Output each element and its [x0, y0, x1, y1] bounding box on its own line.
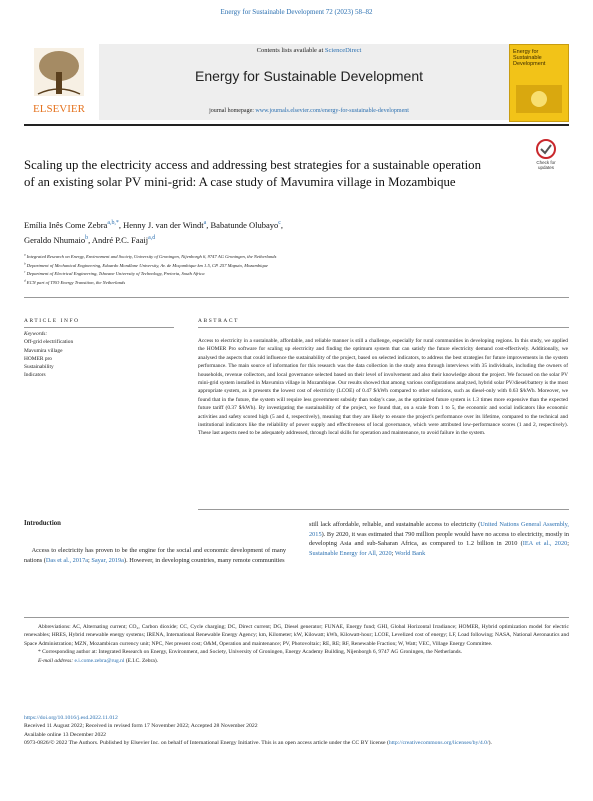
- keyword-item: Sustainability: [24, 364, 54, 371]
- footnotes: [24, 623, 569, 665]
- svg-text:updates: updates: [537, 165, 555, 170]
- citation-link[interactable]: World Bank: [394, 549, 426, 557]
- journal-cover-thumbnail[interactable]: [509, 44, 569, 122]
- author-name[interactable]: Geraldo Nhumaio: [24, 235, 86, 245]
- footnote-divider: [24, 617, 569, 618]
- keyword-item: Mavumira village: [24, 347, 63, 354]
- keywords-block: [24, 330, 174, 380]
- license-link[interactable]: http://creativecommons.org/licenses/by/4.0/: [388, 739, 489, 746]
- received-dates: Received 11 August 2022; Received in revised form 17 November 2022; Accepted 28 November 2022: [24, 723, 258, 730]
- online-date: Available online 13 December 2022: [24, 731, 107, 738]
- citation-link[interactable]: Das et al., 2017a: [45, 556, 89, 564]
- affiliation-item: $^a$ Integrated Research on Energy, Environment and Society, University of Groningen, Nijenborgh 6, 9747 AG Groningen, the Netherlands: [24, 252, 277, 259]
- abstract-text: Access to electricity in a sustainable, affordable, and reliable manner is still a challenge, especially for rural communities in developing regions. In this study, we applied the HOMER Pro software for scaling up electricity and finding the optimum system that can satisfy the future electricity demand cost-effectively. Additionally, we analysed the aspects that could influence the sustainability of the project, based on selected indicators, to address the best strategies for future improvements in the system performance. The main source of information for this research was the data collection in the study area through interviews with 35 individuals, including the owners of households, revenue collectors, and local governance selected based on their level of involvement and also their knowledge about the project. We focused on the solar PV mini-grid system installed in Mavumira village in Mozambique. Our results showed that among various configurations analyzed, hybrid solar PV/diesel/battery is the most appropriate system, as it presents the lowest cost of electricity (LCOE) of 0.47 $/kWh compared to other solutions, such as diesel-only with 0.63 $/kWh. Moreover, we found that in the future, the system will require less government subsidy than today's case, as the optimized future system is 1.3 times more expensive than the expected future tariff (0.37 $/kWh). By investigating the sustainability of the project, we found that, on a scale from 1 to 5, the economic and social indicators like economic activities and safety scored high (5 and 4, respectively), meaning that they are likely to ensure the project's performance over its lifetime, compared to the technical and institutional indicators like the reliability of power supply and effectiveness of local governance, which were attributed low-performance scores (1 and 2, respectively). These last aspects need to be adequately addressed, through local skills for operation and maintenance, to avoid failure in the system.: [198, 338, 568, 437]
- doi-link[interactable]: https://doi.org/10.1016/j.esd.2022.11.012: [24, 715, 118, 721]
- abstract-rule: [198, 327, 569, 328]
- affiliation-item: $^d$ ECN part of TNO Energy Transition, the Netherlands: [24, 278, 126, 285]
- article-title: Scaling up the electricity access and addressing best strategies for a sustainable operation of an existing solar PV mini-grid: A case study of Mavumira village in Mozambique: [24, 158, 481, 189]
- elsevier-tree-icon: [24, 44, 94, 118]
- journal-citation[interactable]: Energy for Sustainable Development 72 (2023) 58–82: [220, 8, 373, 16]
- introduction-left-column: Access to electricity has proven to be the engine for the social and economic development of many nations (Das et al., 2017a; Sayar, 2019a). However, in developing countries, many remote communities: [24, 547, 287, 564]
- article-info-rule: [24, 327, 174, 328]
- email-link[interactable]: e.i.come.zebra@rug.nl: [74, 657, 125, 664]
- masthead: [24, 40, 569, 122]
- elsevier-logo[interactable]: [24, 44, 94, 118]
- keyword-item: Off-grid electrification: [24, 339, 74, 346]
- author-affiliation-mark[interactable]: b: [85, 235, 89, 242]
- keyword-item: Indicators: [24, 372, 46, 379]
- abstract-end-rule: [198, 509, 569, 510]
- article-info-heading: ARTICLE INFO: [24, 318, 80, 324]
- keyword-item: HOMER pro: [24, 355, 53, 362]
- author-affiliation-mark[interactable]: a,d: [148, 235, 156, 242]
- svg-text:Check for: Check for: [536, 160, 556, 165]
- citation-link[interactable]: Sustainable Energy for All, 2020: [309, 549, 392, 557]
- email-footnote: E-mail address: e.i.come.zebra@rug.nl (E.I.C. Zebra).: [38, 657, 159, 664]
- author-affiliation-mark[interactable]: c: [278, 220, 281, 227]
- journal-title: Energy for Sustainable Development: [194, 68, 424, 84]
- license-statement: 0973-0826/© 2022 The Authors. Published by Elsevier Inc. on behalf of International Energy Initiative. This is an open access article under the CC BY license (http://creativecommons.org/licenses/by/4.0/).: [24, 739, 492, 746]
- elsevier-wordmark: ELSEVIER: [33, 103, 85, 115]
- sciencedirect-link[interactable]: ScienceDirect: [324, 47, 362, 54]
- corresponding-author-footnote: * Corresponding author at: Integrated Research on Energy, Environment, and Society, University of Groningen, Energy Academy Building, Nijenborgh 6, 9747 AG Groningen, the Netherlands.: [38, 649, 463, 656]
- citation-link[interactable]: IEA et al., 2020: [522, 540, 568, 547]
- author-name[interactable]: Henny J. van der Windt: [123, 220, 204, 230]
- affiliation-divider: [24, 297, 569, 298]
- check-for-updates-badge[interactable]: [532, 138, 560, 172]
- citation-link[interactable]: United Nations General Assembly, 2015: [309, 521, 569, 538]
- author-name[interactable]: Babatunde Olubayo: [210, 220, 279, 230]
- keywords-label: Keywords:: [24, 331, 48, 337]
- cover-title: Energy for Sustainable Development: [513, 49, 546, 67]
- contents-line: Contents lists available at ScienceDirect: [256, 47, 362, 54]
- publication-info: [24, 714, 569, 747]
- affiliation-item: $^b$ Department of Mechanical Engineering, Eduardo Mondlane University, Av. de Moçambique km 1.5, CP. 257 Maputo, Mozambique: [24, 261, 268, 268]
- author-name[interactable]: Emília Inês Come Zebra: [24, 220, 108, 230]
- cover-art-icon: [510, 45, 568, 121]
- affiliation-list: [24, 253, 564, 287]
- check-updates-icon: [532, 138, 560, 172]
- affiliation-item: $^c$ Department of Electrical Engineering, Tshwane University of Technology, Pretoria, South Africa: [24, 269, 205, 277]
- abstract-heading: ABSTRACT: [198, 318, 239, 324]
- homepage-link[interactable]: www.journals.elsevier.com/energy-for-sustainable-development: [255, 108, 409, 114]
- introduction-right-column: still lack affordable, reliable, and sustainable access to electricity (United Nations General Assembly, 2015). By 2020, it was estimated that 790 million people would have no access to electricity, mostly in developing Asia and sub-Saharan Africa, as compared to 1.2 billion in 2010 (IEA et al., 2020; Sustainable Energy for All, 2020; World Bank: [309, 521, 569, 557]
- author-affiliation-mark[interactable]: a: [203, 220, 207, 227]
- introduction-heading: Introduction: [24, 520, 61, 527]
- author-name[interactable]: André P.C. Faaij: [91, 235, 149, 245]
- citation-link[interactable]: Sayar, 2019a: [91, 556, 124, 564]
- masthead-divider: [24, 124, 569, 126]
- abbreviations-footnote: Abbreviations: AC, Alternating current; CO₂, Carbon dioxide; CC, Cycle charging; DC, Direct current; DG, Diesel generator; FUNAE, Energy fund; GHI, Global Horizontal Irradiance; HOMER, Hybrid optimization model for electric renewables; HRES, Hybrid renewable energy systems; IRENA, International Renewable Energy Agency; km, Kilometer; kW, Kilowatt; kWh, Kilowatt-hour; LCOE, Levelized cost of energy; LF, Load following; NASA, National Aeronautics and Space Administration; MZN, Mozambican currency unit; NPC, Net present cost; O&M, Operation and maintenance; PV, Photovoltaic; RE, RE; RF, Renewable Fraction; W, Watt; VEC, Village Energy Committee.: [24, 624, 569, 647]
- author-list: Emília Inês Come Zebra$^{a,b,*}$, Henny J. van der Windt$^a$, Babatunde Olubayo$^c$, Geraldo Nhumaio$^b$, André P.C. Faaij$^{a,d}$: [24, 220, 284, 245]
- author-affiliation-mark[interactable]: a,b,*: [107, 220, 119, 227]
- journal-homepage: journal homepage: www.journals.elsevier.com/energy-for-sustainable-development: [209, 108, 409, 114]
